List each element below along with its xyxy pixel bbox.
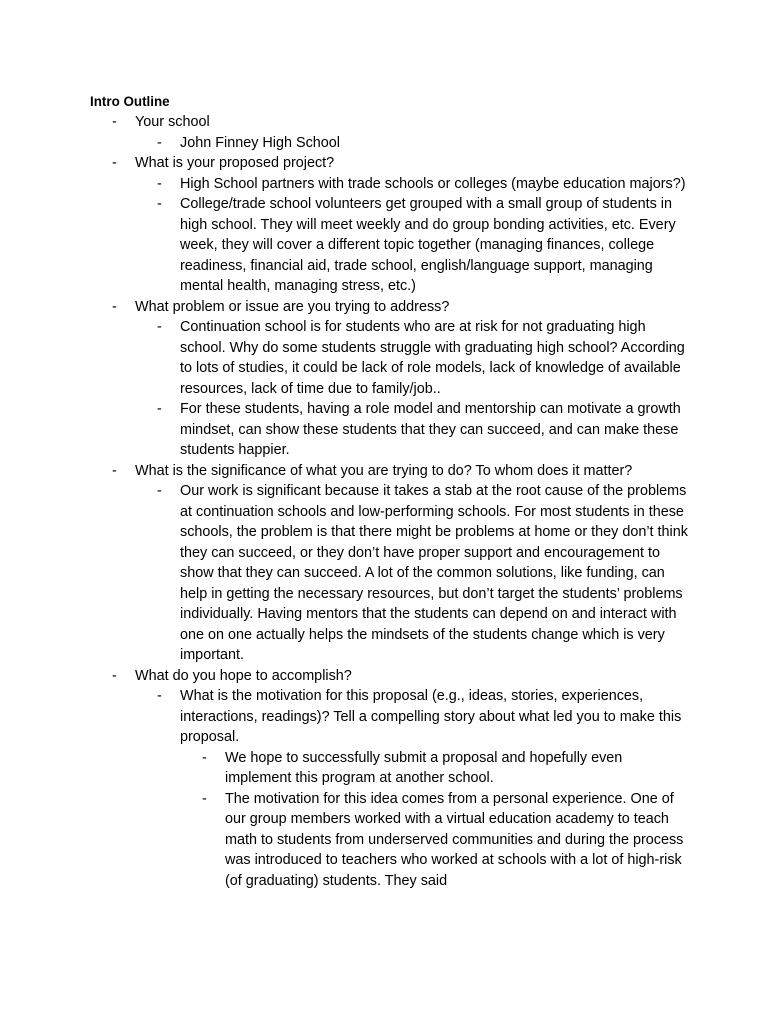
outline-item-text: John Finney High School xyxy=(180,134,340,151)
outline-item-text: College/trade school volunteers get grouped with a small group of students in high school. They will meet weekly and do group bonding activities, etc. Every week, they will cover a different topic together (managing finances, college readiness, financial aid, trade school, english/language support, managing mental health, managing stress, etc.) xyxy=(180,196,676,294)
outline-item-text: The motivation for this idea comes from a personal experience. One of our group members worked with a virtual education academy to teach math to students from underserved communities and during the process was introduced to teachers who worked at schools with a lot of high-risk (of graduating) students. They said xyxy=(225,790,684,889)
outline-item-text: For these students, having a role model and mentorship can motivate a growth mindset, can show these students that they can succeed, and can make these students happier. xyxy=(180,401,681,458)
dash-bullet: - xyxy=(112,462,117,479)
outline-item-text: What problem or issue are you trying to address? xyxy=(135,298,450,315)
outline-item-text: High School partners with trade schools or colleges (maybe education majors?) xyxy=(180,175,686,192)
outline-item xyxy=(90,686,690,748)
dash-bullet: - xyxy=(112,667,117,684)
dash-bullet: - xyxy=(157,483,162,499)
outline-item xyxy=(90,481,690,666)
dash-bullet: - xyxy=(157,401,162,417)
outline-item-text: What is the motivation for this proposal (e.g., ideas, stories, experiences, interactions, readings)? Tell a compelling story about what led you to make this proposal. xyxy=(180,688,682,745)
dash-bullet: - xyxy=(157,319,162,335)
outline-item xyxy=(90,174,690,195)
outline-item-text: What is the significance of what you are trying to do? To whom does it matter? xyxy=(135,462,633,479)
outline-item xyxy=(90,153,690,174)
outline-item-text: Our work is significant because it takes a stab at the root cause of the problems at continuation schools and low-performing schools. For most students in these schools, the problem is that there might be problems at home or they don’t think they can succeed, or they don’t have proper support and encouragement to show that they can succeed. A lot of the common solutions, like funding, can help in getting the necessary resources, but don’t target the students’ problems individually. Having mentors that the students can depend on and interact with one on one actually helps the mindsets of the students change which is very important. xyxy=(180,483,688,663)
outline-item-text: What do you hope to accomplish? xyxy=(135,667,352,684)
outline-item xyxy=(90,399,690,461)
outline-item-text: Continuation school is for students who are at risk for not graduating high school. Why do some students struggle with graduating high school? According to lots of studies, it could be lack of role models, lack of knowledge of available resources, lack of time due to family/job.. xyxy=(180,319,685,397)
outline-title: Intro Outline xyxy=(90,94,170,109)
outline-item xyxy=(90,112,690,133)
outline-item-text: Your school xyxy=(135,114,210,130)
dash-bullet: - xyxy=(112,114,117,130)
outline-item xyxy=(90,666,690,687)
outline-item xyxy=(90,461,690,482)
outline-item-text: We hope to successfully submit a proposal and hopefully even implement this program at another school. xyxy=(225,749,623,786)
dash-bullet: - xyxy=(112,155,117,171)
dash-bullet: - xyxy=(202,790,207,807)
outline-item xyxy=(90,748,690,789)
outline-item xyxy=(90,133,690,154)
outline-item xyxy=(90,789,690,892)
outline-item-text: What is your proposed project? xyxy=(135,155,335,171)
dash-bullet: - xyxy=(157,688,162,704)
dash-bullet: - xyxy=(112,298,117,315)
outline-body xyxy=(90,92,690,891)
outline-item xyxy=(90,297,690,318)
outline-item xyxy=(90,317,690,399)
dash-bullet: - xyxy=(157,134,162,151)
dash-bullet: - xyxy=(202,749,207,766)
dash-bullet: - xyxy=(157,196,162,212)
dash-bullet: - xyxy=(157,175,162,192)
outline-item xyxy=(90,194,690,297)
